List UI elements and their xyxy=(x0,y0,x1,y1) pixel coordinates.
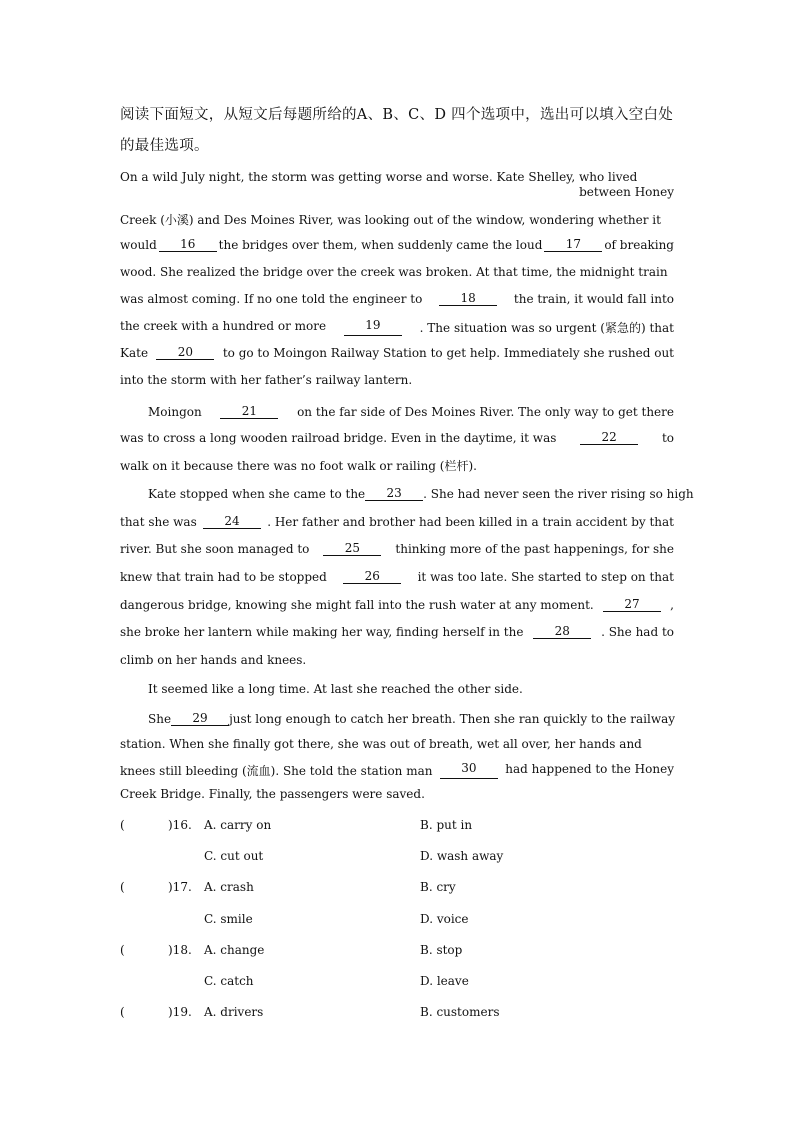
option-a: A. change xyxy=(204,943,265,957)
text-line xyxy=(120,457,674,474)
question-16-cd xyxy=(120,849,680,865)
text: Creek Bridge. Finally, the passengers were saved. xyxy=(120,787,425,801)
text: thinking more of the past happenings, for she xyxy=(395,542,674,556)
text: river. But she soon managed to xyxy=(120,542,310,556)
text-line xyxy=(120,346,674,360)
blank-17: 17 xyxy=(544,238,602,252)
question-16 xyxy=(120,818,680,834)
text: climb on her hands and knees. xyxy=(120,653,307,667)
blank-25: 25 xyxy=(323,542,381,556)
instructions: 阅读下面短文，从短文后每题所给的A、B、C、D 四个选项中，选出可以填入空白处的最佳选项。 xyxy=(120,107,674,154)
answer-paren[interactable]: ( xyxy=(120,880,125,894)
blank-30: 30 xyxy=(440,762,498,779)
text: . Her father and brother had been killed in a train accident by that xyxy=(267,515,674,529)
option-d: D. voice xyxy=(420,912,469,926)
text: to go to Moingon Railway Station to get help. Immediately she rushed out xyxy=(222,346,674,360)
blank-23: 23 xyxy=(365,487,423,501)
text: On a wild July night, the storm was getting worse and worse. Kate Shelley, who lived xyxy=(120,170,638,184)
text: knees still bleeding (流血). She told the station man xyxy=(120,764,433,778)
blank-16: 16 xyxy=(159,238,217,252)
text: to xyxy=(661,431,674,445)
text: the creek with a hundred or more xyxy=(120,319,327,333)
option-b: B. customers xyxy=(420,1005,500,1019)
option-a: A. crash xyxy=(204,880,254,894)
text-line xyxy=(120,185,674,199)
answer-paren[interactable]: ( xyxy=(120,943,125,957)
question-19 xyxy=(120,1005,680,1021)
text-line xyxy=(120,737,674,751)
text: the train, it would fall into xyxy=(513,292,674,306)
text: Creek (小溪) and Des Moines River, was looking out of the window, wondering whether it xyxy=(120,213,661,227)
option-c: C. cut out xyxy=(204,849,264,863)
text-line xyxy=(120,319,674,336)
text-line xyxy=(120,653,674,667)
option-a: A. carry on xyxy=(204,818,272,832)
text-line xyxy=(120,238,674,252)
text: station. When she finally got there, she was out of breath, wet all over, her hands and xyxy=(120,737,642,751)
text-line xyxy=(120,542,674,556)
text: Kate xyxy=(120,346,149,360)
text: Moingon xyxy=(148,405,202,419)
text-line xyxy=(120,515,674,529)
text: on the far side of Des Moines River. The only way to get there xyxy=(297,405,674,419)
blank-20: 20 xyxy=(156,346,214,360)
text: that she was xyxy=(120,515,197,529)
option-b: B. put in xyxy=(420,818,473,832)
question-18-cd xyxy=(120,974,680,990)
text: just long enough to catch her breath. Then she ran quickly to the railway xyxy=(229,712,676,726)
text-line xyxy=(120,682,702,696)
text-line xyxy=(120,405,674,419)
question-number: )19. xyxy=(168,1005,192,1019)
blank-29: 29 xyxy=(171,712,229,726)
text-line xyxy=(120,625,674,639)
text: had happened to the Honey xyxy=(505,762,674,776)
text-line xyxy=(120,292,674,306)
question-18 xyxy=(120,943,680,959)
text: the bridges over them, when suddenly came the loud xyxy=(218,238,543,252)
blank-26: 26 xyxy=(343,570,401,584)
question-number: )16. xyxy=(168,818,192,832)
option-d: D. wash away xyxy=(420,849,504,863)
text: would xyxy=(120,238,157,252)
question-17-cd xyxy=(120,912,680,928)
text: into the storm with her father’s railway lantern. xyxy=(120,373,413,387)
text-line xyxy=(120,170,674,184)
text: wood. She realized the bridge over the creek was broken. At that time, the midnight train xyxy=(120,265,668,279)
option-a: A. drivers xyxy=(204,1005,264,1019)
text: was to cross a long wooden railroad bridge. Even in the daytime, it was xyxy=(120,431,557,445)
text: . She had to xyxy=(601,625,674,639)
option-b: B. stop xyxy=(420,943,463,957)
blank-28: 28 xyxy=(533,625,591,639)
text: it was too late. She started to step on that xyxy=(417,570,674,584)
text: She xyxy=(148,712,172,726)
text: knew that train had to be stopped xyxy=(120,570,327,584)
text: It seemed like a long time. At last she reached the other side. xyxy=(148,682,523,696)
option-c: C. smile xyxy=(204,912,253,926)
blank-22: 22 xyxy=(580,431,638,445)
text: dangerous bridge, knowing she might fall into the rush water at any moment. xyxy=(120,598,594,612)
text-line xyxy=(120,265,674,279)
option-c: C. catch xyxy=(204,974,254,988)
text: , xyxy=(670,598,674,612)
question-number: )18. xyxy=(168,943,192,957)
blank-19: 19 xyxy=(344,319,402,336)
option-d: D. leave xyxy=(420,974,469,988)
text: . The situation was so urgent (紧急的) that xyxy=(419,321,674,335)
text-line xyxy=(120,787,674,801)
blank-21: 21 xyxy=(220,405,278,419)
text-line xyxy=(120,598,674,612)
option-b: B. cry xyxy=(420,880,456,894)
text: was almost coming. If no one told the engineer to xyxy=(120,292,423,306)
text-line xyxy=(120,762,674,779)
text-line xyxy=(120,431,674,445)
blank-24: 24 xyxy=(203,515,261,529)
text: of breaking xyxy=(604,238,674,252)
text-line xyxy=(120,712,674,726)
text: walk on it because there was no foot walk or railing (栏杆). xyxy=(120,459,477,473)
blank-27: 27 xyxy=(603,598,661,612)
text: she broke her lantern while making her way, finding herself in the xyxy=(120,625,524,639)
text: . She had never seen the river rising so high xyxy=(423,487,694,501)
blank-18: 18 xyxy=(439,292,497,306)
text-line xyxy=(120,570,674,584)
text: Kate stopped when she came to the xyxy=(148,487,366,501)
question-number: )17. xyxy=(168,880,192,894)
question-17 xyxy=(120,880,680,896)
text-line xyxy=(120,486,694,501)
answer-paren[interactable]: ( xyxy=(120,818,125,832)
text-line xyxy=(120,373,674,387)
text: between Honey xyxy=(579,185,674,199)
text-line xyxy=(120,211,674,228)
answer-paren[interactable]: ( xyxy=(120,1005,125,1019)
